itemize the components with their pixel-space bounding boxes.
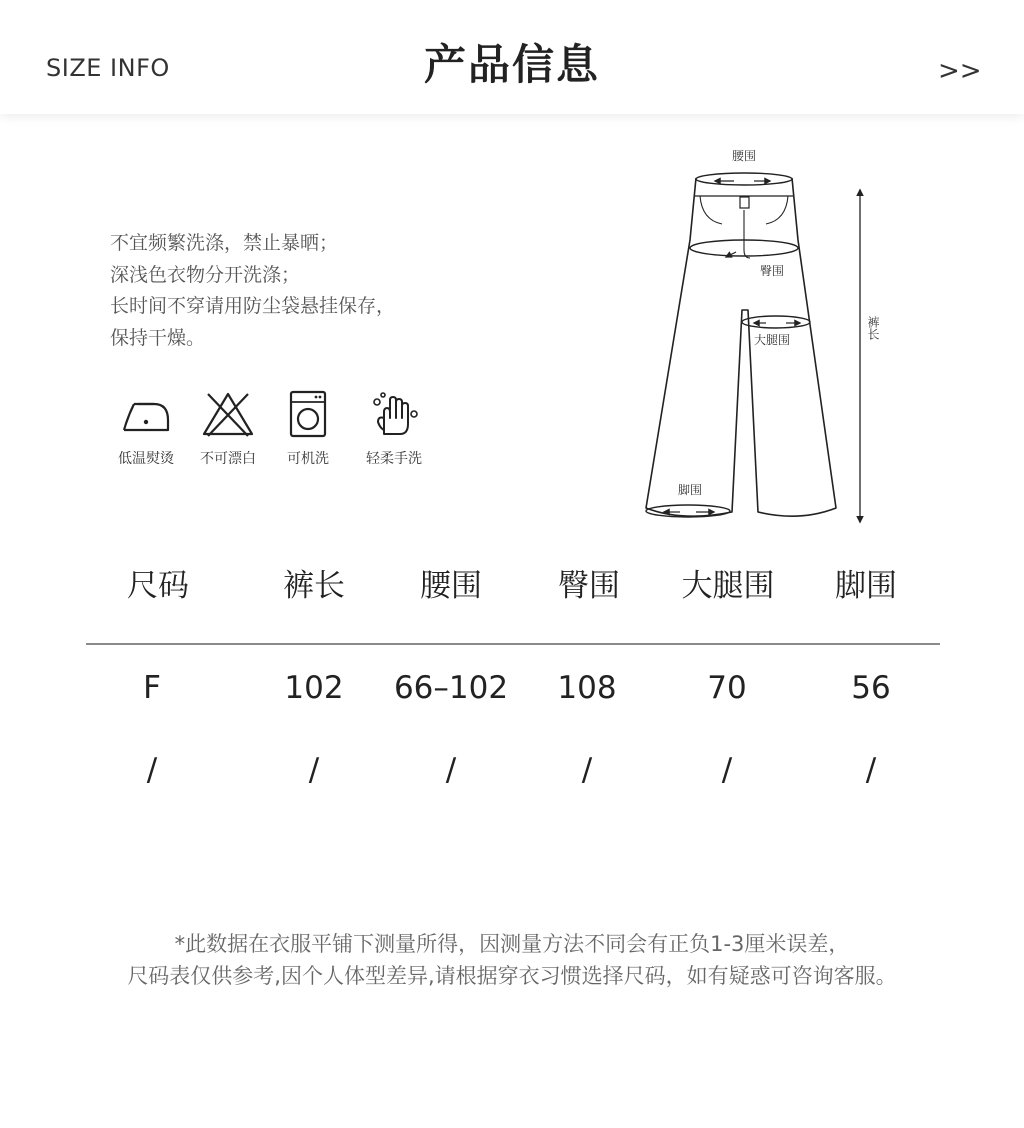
waist-ellipse: [696, 173, 792, 185]
care-line: 深浅色衣物分开洗涤；: [110, 263, 301, 286]
table-cell: F: [143, 670, 161, 706]
column-header-waist: 腰围: [420, 568, 482, 604]
table-cell: /: [581, 752, 593, 788]
table-cell: /: [445, 752, 457, 788]
pants-measurement-diagram: [630, 140, 880, 532]
footnote-line: 尺码表仅供参考,因个人体型差异,请根据穿衣习惯选择尺码，如有疑惑可咨询客服。: [127, 964, 897, 988]
care-item-machine: [266, 388, 350, 468]
footnote-line: *此数据在衣服平铺下测量所得，因测量方法不同会有正负1-3厘米误差，: [174, 932, 850, 956]
column-header-hem: 脚围: [835, 568, 897, 604]
care-item-iron: [104, 388, 188, 468]
thigh-ellipse: [742, 316, 810, 328]
care-item-bleach: [186, 388, 270, 468]
care-line: 长时间不穿请用防尘袋悬挂保存，: [110, 295, 396, 317]
care-label: 低温熨烫: [118, 451, 174, 467]
column-header-size: 尺码: [127, 568, 189, 604]
waist-label: 腰围: [731, 149, 757, 163]
table-cell: /: [146, 752, 158, 788]
next-arrow-button[interactable]: >>: [938, 56, 982, 86]
care-instructions: [110, 228, 490, 354]
hip-label: 臀围: [760, 264, 785, 278]
size-info-label: SIZE INFO: [46, 54, 170, 82]
care-line: 保持干燥。: [110, 326, 206, 349]
table-cell: /: [721, 752, 733, 788]
pocket-right: [766, 196, 788, 224]
table-cell: 66–102: [393, 670, 509, 706]
table-divider: [86, 643, 940, 645]
table-cell: 56: [851, 670, 891, 706]
pants-outline: [646, 178, 836, 516]
care-label: 不可漂白: [200, 451, 256, 467]
table-cell: /: [865, 752, 877, 788]
pocket-left: [700, 196, 722, 224]
care-item-handwash: [352, 388, 436, 468]
care-label: 轻柔手洗: [366, 451, 422, 467]
page-title: 产品信息: [423, 40, 600, 89]
table-cell: 70: [707, 670, 747, 706]
low-temp-iron-icon: [116, 388, 176, 440]
footnote: [0, 928, 1024, 992]
column-header-thigh: 大腿围: [681, 568, 775, 604]
table-cell: 108: [557, 670, 617, 706]
care-icons: [104, 388, 444, 478]
table-cell: /: [308, 752, 320, 788]
page-header: [0, 0, 1024, 114]
table-cell: 102: [284, 670, 344, 706]
care-line: 不宜频繁洗涤，禁止暴晒；: [110, 232, 339, 254]
button-icon: [740, 197, 749, 208]
column-header-hip: 臀围: [558, 568, 620, 604]
column-header-length: 裤长: [283, 568, 345, 604]
length-label: 裤长: [866, 316, 880, 340]
no-bleach-icon: [198, 388, 258, 440]
hem-label: 脚围: [677, 483, 703, 497]
fly-line: [744, 210, 750, 258]
hem-ellipse: [646, 505, 730, 517]
thigh-label: 大腿围: [754, 333, 791, 347]
care-label: 可机洗: [287, 451, 329, 467]
hand-wash-icon: [364, 388, 424, 440]
machine-wash-icon: [278, 388, 338, 440]
